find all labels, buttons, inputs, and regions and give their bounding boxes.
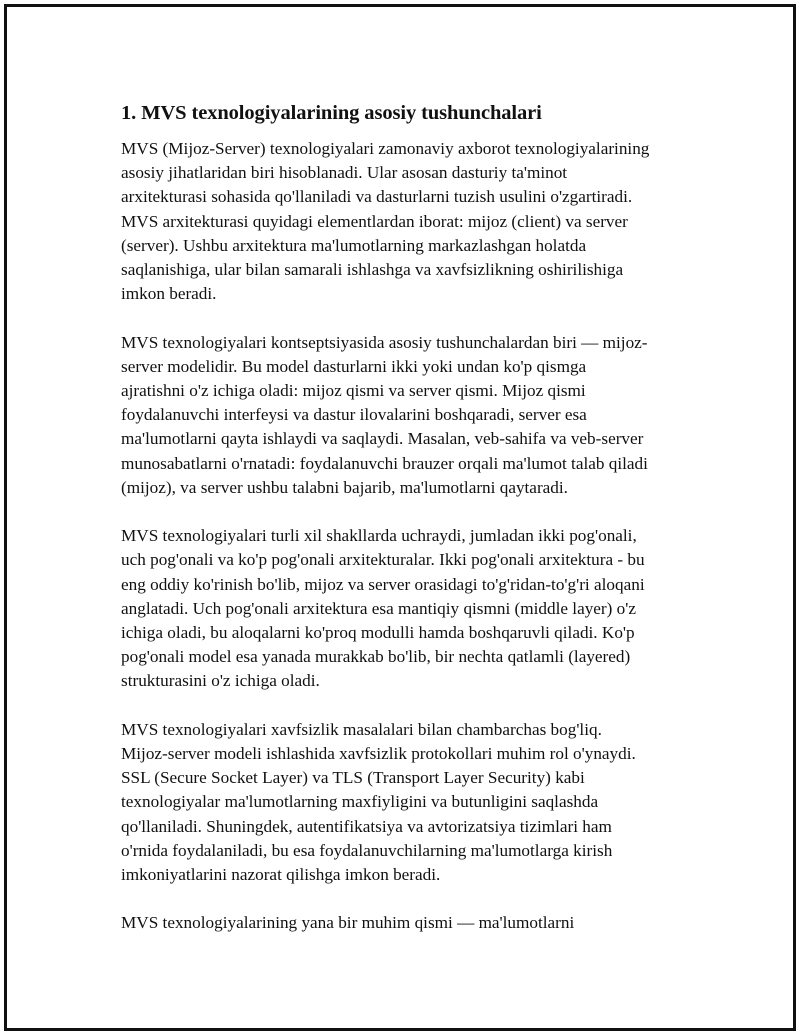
text-line: MVS (Mijoz-Server) texnologiyalari zamonaviy axborot texnologiyalarining	[121, 139, 650, 158]
paragraph	[121, 911, 711, 935]
text-line: server modelidir. Bu model dasturlarni ikki yoki undan ko'p qismga	[121, 356, 587, 376]
text-line: uch pog'onali va ko'p pog'onali arxitekturalar. Ikki pog'onali arxitektura - bu	[121, 550, 645, 570]
paragraphs-container	[121, 137, 711, 936]
section-heading: 1. MVS texnologiyalarining asosiy tushunchalari	[121, 102, 542, 124]
text-line: qo'llaniladi. Shuningdek, autentifikatsiya va avtorizatsiya tizimlari ham	[121, 816, 612, 836]
document-body	[121, 101, 711, 960]
text-line: asosiy jihatlaridan biri hisoblanadi. Ular asosan dasturiy ta'minot	[121, 163, 568, 183]
text-line: strukturasini o'z ichiga oladi.	[121, 671, 320, 691]
text-line: foydalanuvchi interfeysi va dastur ilovalarini boshqaradi, server esa	[121, 405, 587, 425]
text-line: imkoniyatlarini nazorat qilishga imkon beradi.	[121, 865, 441, 885]
page-frame	[4, 4, 796, 1031]
text-line: arxitekturasi sohasida qo'llaniladi va dasturlarni tuzish usulini o'zgartiradi.	[121, 187, 633, 207]
text-line: munosabatlarni o'rnatadi: foydalanuvchi brauzer orqali ma'lumot talab qiladi	[121, 453, 648, 473]
text-line: (mijoz), va server ushbu talabni bajarib, ma'lumotlarni qaytaradi.	[121, 477, 568, 497]
text-line: MVS texnologiyalari xavfsizlik masalalari bilan chambarchas bog'liq.	[121, 719, 602, 739]
text-line: MVS texnologiyalarining yana bir muhim qismi — ma'lumotlarni	[121, 913, 575, 933]
text-line: (server). Ushbu arxitektura ma'lumotlarning markazlashgan holatda	[121, 235, 587, 255]
text-line: Mijoz-server modeli ishlashida xavfsizlik protokollari muhim rol o'ynaydi.	[121, 744, 636, 764]
paragraph	[121, 718, 711, 887]
text-line: anglatadi. Uch pog'onali arxitektura esa mantiqiy qismni (middle layer) o'z	[121, 598, 636, 618]
text-line: o'rnida foydalaniladi, bu esa foydalanuvchilarning ma'lumotlarga kirish	[121, 840, 613, 860]
text-line: eng oddiy ko'rinish bo'lib, mijoz va server orasidagi to'g'ridan-to'g'ri aloqani	[121, 574, 645, 594]
text-line: ichiga oladi, bu aloqalarni ko'proq modulli hamda boshqaruvli qiladi. Ko'p	[121, 623, 635, 643]
paragraph	[121, 137, 711, 306]
text-line: texnologiyalar ma'lumotlarning maxfiyligini va butunligini saqlashda	[121, 792, 599, 812]
paragraph	[121, 524, 711, 693]
text-line: ajratishni o'z ichiga oladi: mijoz qismi va server qismi. Mijoz qismi	[121, 381, 586, 401]
text-line: ma'lumotlarni qayta ishlaydi va saqlaydi. Masalan, veb-sahifa va veb-server	[121, 429, 644, 449]
text-line: MVS texnologiyalari turli xil shakllarda uchraydi, jumladan ikki pog'onali,	[121, 526, 637, 546]
text-line: pog'onali model esa yanada murakkab bo'lib, bir nechta qatlamli (layered)	[121, 647, 631, 667]
text-line: saqlanishiga, ular bilan samarali ishlashga va xavfsizlikning oshirilishiga	[121, 260, 624, 280]
text-line: SSL (Secure Socket Layer) va TLS (Transport Layer Security) kabi	[121, 768, 585, 788]
text-line: MVS texnologiyalari kontseptsiyasida asosiy tushunchalardan biri — mijoz-	[121, 332, 648, 352]
paragraph	[121, 331, 711, 500]
text-line: imkon beradi.	[121, 284, 217, 304]
text-line: MVS arxitekturasi quyidagi elementlardan iborat: mijoz (client) va server	[121, 211, 628, 231]
